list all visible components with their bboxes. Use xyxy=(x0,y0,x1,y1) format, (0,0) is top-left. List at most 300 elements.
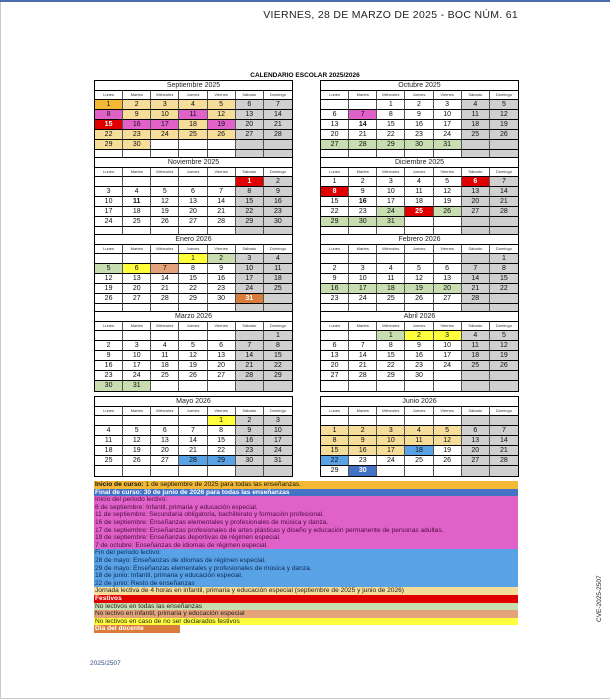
empty-cell xyxy=(123,254,151,264)
day-cell: 28 xyxy=(208,217,236,227)
legend-text: No lectivo en infantil, primaria y educación especial xyxy=(95,610,245,618)
day-cell: 24 xyxy=(434,130,462,140)
day-cell: 23 xyxy=(349,456,377,466)
day-cell: 23 xyxy=(264,207,292,217)
weekday-header: Jueves xyxy=(405,91,433,100)
empty-cell xyxy=(123,466,151,476)
day-cell: 26 xyxy=(490,361,518,371)
month-calendar xyxy=(94,80,293,161)
day-cell: 11 xyxy=(123,197,151,207)
weekday-header: Miércoles xyxy=(377,407,405,416)
legend-text: 7 de octubre: Enseñanzas de idiomas de régimen especial. xyxy=(95,541,269,549)
weekday-header: Domingo xyxy=(490,322,518,331)
weekday-header: Domingo xyxy=(264,322,292,331)
month-title: Junio 2026 xyxy=(321,397,518,407)
day-cell: 8 xyxy=(236,187,264,197)
day-cell: 9 xyxy=(236,426,264,436)
day-cell: 26 xyxy=(179,371,207,381)
day-cell: 10 xyxy=(377,187,405,197)
day-cell: 25 xyxy=(123,217,151,227)
legend-row-fin-lectivo xyxy=(94,557,518,565)
weekday-header: Sábado xyxy=(236,245,264,254)
day-cell: 23 xyxy=(95,371,123,381)
day-cell: 29 xyxy=(208,456,236,466)
day-cell: 7 xyxy=(349,110,377,120)
empty-cell xyxy=(462,140,490,150)
day-cell: 22 xyxy=(377,130,405,140)
day-cell: 22 xyxy=(179,284,207,294)
legend xyxy=(94,481,518,633)
day-cell: 3 xyxy=(434,331,462,341)
day-cell: 20 xyxy=(151,446,179,456)
empty-cell xyxy=(236,331,264,341)
day-cell: 2 xyxy=(208,254,236,264)
day-cell: 9 xyxy=(349,187,377,197)
month-calendar xyxy=(320,311,519,392)
empty-cell xyxy=(490,140,518,150)
day-cell: 27 xyxy=(236,130,264,140)
day-cell: 17 xyxy=(434,351,462,361)
day-cell: 27 xyxy=(123,294,151,304)
day-cell: 28 xyxy=(349,371,377,381)
page-header: VIERNES, 28 DE MARZO DE 2025 - BOC NÚM. 61 xyxy=(263,9,518,21)
legend-text: No lectivos en caso de no ser declarados festivos xyxy=(95,617,240,625)
weekday-header: Viernes xyxy=(208,91,236,100)
day-cell: 6 xyxy=(321,341,349,351)
empty-cell xyxy=(490,381,518,391)
day-cell: 25 xyxy=(377,294,405,304)
weekday-header: Lunes xyxy=(95,91,123,100)
day-cell: 24 xyxy=(236,284,264,294)
day-cell: 6 xyxy=(462,426,490,436)
day-cell: 21 xyxy=(349,130,377,140)
month-title: Abril 2026 xyxy=(321,312,518,322)
weekday-header: Viernes xyxy=(434,245,462,254)
day-cell: 26 xyxy=(490,130,518,140)
empty-cell xyxy=(349,254,377,264)
legend-row-fin-lectivo xyxy=(94,549,518,557)
day-cell: 7 xyxy=(208,187,236,197)
day-cell: 10 xyxy=(434,341,462,351)
day-cell: 4 xyxy=(405,177,433,187)
weekday-header: Martes xyxy=(349,407,377,416)
day-cell: 18 xyxy=(264,274,292,284)
day-cell: 16 xyxy=(236,436,264,446)
day-cell: 16 xyxy=(95,361,123,371)
day-cell: 11 xyxy=(151,351,179,361)
empty-cell xyxy=(462,466,490,476)
day-cell: 10 xyxy=(434,110,462,120)
weekday-header: Martes xyxy=(123,407,151,416)
day-cell: 22 xyxy=(208,446,236,456)
day-cell: 28 xyxy=(264,130,292,140)
day-cell: 1 xyxy=(321,426,349,436)
day-cell: 5 xyxy=(123,426,151,436)
day-cell: 13 xyxy=(462,436,490,446)
day-cell: 6 xyxy=(123,264,151,274)
day-cell: 4 xyxy=(95,426,123,436)
legend-row-inicio-lectivo xyxy=(94,534,518,542)
day-cell: 12 xyxy=(434,436,462,446)
day-cell: 27 xyxy=(462,207,490,217)
legend-text: No lectivos en todas las enseñanzas xyxy=(95,602,203,610)
day-cell: 14 xyxy=(490,187,518,197)
day-cell: 23 xyxy=(123,130,151,140)
empty-cell xyxy=(405,381,433,391)
day-cell: 25 xyxy=(264,284,292,294)
day-cell: 8 xyxy=(490,264,518,274)
day-cell: 17 xyxy=(349,284,377,294)
day-cell: 26 xyxy=(405,294,433,304)
legend-text: 29 de mayo: Enseñanzas elementales y profesionales de música y danza. xyxy=(95,564,312,572)
day-cell: 4 xyxy=(123,187,151,197)
empty-cell xyxy=(264,466,292,476)
day-cell: 11 xyxy=(179,110,207,120)
empty-cell xyxy=(462,416,490,426)
day-cell: 12 xyxy=(434,187,462,197)
month-calendar xyxy=(320,396,519,477)
day-cell: 27 xyxy=(321,371,349,381)
weekday-header: Martes xyxy=(349,245,377,254)
day-cell: 20 xyxy=(462,197,490,207)
day-cell: 21 xyxy=(349,361,377,371)
month-calendar xyxy=(320,80,519,161)
day-cell: 14 xyxy=(236,351,264,361)
day-cell: 31 xyxy=(377,217,405,227)
legend-row-no-lectivo-todas xyxy=(94,603,518,611)
day-cell: 5 xyxy=(208,100,236,110)
empty-cell xyxy=(95,416,123,426)
month-title: Octubre 2025 xyxy=(321,81,518,91)
day-cell: 5 xyxy=(179,341,207,351)
day-cell: 20 xyxy=(434,284,462,294)
day-cell: 7 xyxy=(490,426,518,436)
day-cell: 14 xyxy=(349,120,377,130)
legend-row-inicio-lectivo xyxy=(94,542,518,550)
weekday-header: Jueves xyxy=(405,245,433,254)
legend-text: Fin del periodo lectivo: xyxy=(95,549,161,557)
month-calendar xyxy=(94,157,293,238)
day-cell: 7 xyxy=(462,264,490,274)
day-cell: 22 xyxy=(95,130,123,140)
weekday-header: Viernes xyxy=(208,168,236,177)
day-cell: 29 xyxy=(236,217,264,227)
day-cell: 30 xyxy=(349,466,377,476)
weekday-header: Sábado xyxy=(462,322,490,331)
empty-cell xyxy=(377,381,405,391)
day-cell: 28 xyxy=(490,207,518,217)
day-cell: 24 xyxy=(151,130,179,140)
empty-cell xyxy=(434,254,462,264)
weekday-header: Martes xyxy=(349,168,377,177)
day-cell: 13 xyxy=(208,351,236,361)
day-cell: 5 xyxy=(434,426,462,436)
day-cell: 9 xyxy=(123,110,151,120)
weekday-header: Lunes xyxy=(95,322,123,331)
day-cell: 9 xyxy=(349,436,377,446)
day-cell: 5 xyxy=(151,187,179,197)
day-cell: 2 xyxy=(264,177,292,187)
day-cell: 9 xyxy=(405,341,433,351)
weekday-header: Martes xyxy=(123,168,151,177)
day-cell: 16 xyxy=(349,197,377,207)
empty-cell xyxy=(151,254,179,264)
day-cell: 7 xyxy=(179,426,207,436)
day-cell: 8 xyxy=(179,264,207,274)
day-cell: 20 xyxy=(123,284,151,294)
empty-cell xyxy=(151,140,179,150)
day-cell: 1 xyxy=(377,100,405,110)
weekday-header: Viernes xyxy=(434,407,462,416)
day-cell: 22 xyxy=(377,361,405,371)
day-cell: 22 xyxy=(264,361,292,371)
empty-cell xyxy=(151,466,179,476)
day-cell: 17 xyxy=(151,120,179,130)
day-cell: 20 xyxy=(236,120,264,130)
empty-cell xyxy=(151,381,179,391)
empty-cell xyxy=(123,416,151,426)
day-cell: 24 xyxy=(95,217,123,227)
day-cell: 20 xyxy=(321,361,349,371)
empty-cell xyxy=(377,416,405,426)
day-cell: 29 xyxy=(264,371,292,381)
day-cell: 10 xyxy=(151,110,179,120)
day-cell: 19 xyxy=(179,361,207,371)
weekday-header: Martes xyxy=(349,91,377,100)
day-cell: 26 xyxy=(151,217,179,227)
day-cell: 21 xyxy=(236,361,264,371)
day-cell: 6 xyxy=(321,110,349,120)
weekday-header: Domingo xyxy=(490,168,518,177)
weekday-header: Domingo xyxy=(264,407,292,416)
legend-text: 17 de septiembre: Enseñanzas profesionales de artes plásticas y diseño y educación permanente de personas adultas. xyxy=(95,526,444,534)
legend-row-fin-lectivo xyxy=(94,565,518,573)
day-cell: 9 xyxy=(95,351,123,361)
day-cell: 2 xyxy=(321,264,349,274)
day-cell: 8 xyxy=(208,426,236,436)
day-cell: 24 xyxy=(264,446,292,456)
empty-cell xyxy=(434,217,462,227)
day-cell: 22 xyxy=(490,284,518,294)
legend-label: Final de curso: xyxy=(95,488,142,496)
legend-text: 16 de septiembre: Enseñanzas elementales y profesionales de música y danza. xyxy=(95,518,329,526)
weekday-header: Jueves xyxy=(405,407,433,416)
empty-cell xyxy=(321,331,349,341)
weekday-header: Miércoles xyxy=(377,322,405,331)
legend-row-jornada-4h xyxy=(94,587,518,595)
month-title: Noviembre 2025 xyxy=(95,158,292,168)
day-cell: 31 xyxy=(123,381,151,391)
day-cell: 29 xyxy=(95,140,123,150)
day-cell: 23 xyxy=(405,130,433,140)
weekday-header: Miércoles xyxy=(377,245,405,254)
empty-cell xyxy=(208,331,236,341)
day-cell: 16 xyxy=(405,120,433,130)
empty-cell xyxy=(264,294,292,304)
day-cell: 12 xyxy=(123,436,151,446)
month-title: Febrero 2026 xyxy=(321,235,518,245)
weekday-header: Miércoles xyxy=(151,91,179,100)
day-cell: 14 xyxy=(264,110,292,120)
day-cell: 16 xyxy=(405,351,433,361)
day-cell: 5 xyxy=(405,264,433,274)
day-cell: 9 xyxy=(208,264,236,274)
empty-cell xyxy=(179,466,207,476)
day-cell: 13 xyxy=(434,274,462,284)
weekday-header: Viernes xyxy=(434,322,462,331)
day-cell: 19 xyxy=(434,446,462,456)
day-cell: 4 xyxy=(179,100,207,110)
day-cell: 17 xyxy=(95,207,123,217)
empty-cell xyxy=(434,466,462,476)
day-cell: 31 xyxy=(264,456,292,466)
legend-row-no-lectivo-no-festivo xyxy=(94,618,518,626)
day-cell: 12 xyxy=(490,341,518,351)
day-cell: 8 xyxy=(377,341,405,351)
weekday-header: Viernes xyxy=(208,245,236,254)
day-cell: 1 xyxy=(179,254,207,264)
day-cell: 19 xyxy=(208,120,236,130)
empty-cell xyxy=(434,416,462,426)
day-cell: 2 xyxy=(236,416,264,426)
month-title: Septiembre 2025 xyxy=(95,81,292,91)
day-cell: 19 xyxy=(434,197,462,207)
day-cell: 1 xyxy=(490,254,518,264)
day-cell: 3 xyxy=(377,426,405,436)
legend-row-inicio-lectivo xyxy=(94,504,518,512)
day-cell: 16 xyxy=(264,197,292,207)
day-cell: 18 xyxy=(462,120,490,130)
day-cell: 11 xyxy=(462,110,490,120)
legend-text: 30 de junio de 2026 para todas las enseñanzas xyxy=(141,488,290,496)
day-cell: 1 xyxy=(377,331,405,341)
empty-cell xyxy=(236,381,264,391)
empty-cell xyxy=(236,466,264,476)
day-cell: 4 xyxy=(462,331,490,341)
empty-cell xyxy=(405,466,433,476)
day-cell: 3 xyxy=(349,264,377,274)
day-cell: 21 xyxy=(490,446,518,456)
day-cell: 14 xyxy=(179,436,207,446)
legend-text: 18 de junio: Infantil, primaria y educación especial. xyxy=(95,572,243,580)
day-cell: 1 xyxy=(321,177,349,187)
day-cell: 16 xyxy=(349,446,377,456)
empty-cell xyxy=(490,371,518,381)
day-cell: 22 xyxy=(236,207,264,217)
weekday-header: Lunes xyxy=(321,91,349,100)
legend-text: 8 de septiembre: Infantil, primaria y educación especial. xyxy=(95,503,258,511)
day-cell: 11 xyxy=(405,187,433,197)
month-title: Mayo 2026 xyxy=(95,397,292,407)
day-cell: 25 xyxy=(462,130,490,140)
day-cell: 4 xyxy=(405,426,433,436)
month-title: Diciembre 2025 xyxy=(321,158,518,168)
day-cell: 28 xyxy=(490,456,518,466)
legend-row-inicio-curso xyxy=(94,481,518,489)
empty-cell xyxy=(95,466,123,476)
empty-cell xyxy=(377,466,405,476)
day-cell: 11 xyxy=(377,274,405,284)
empty-cell xyxy=(95,331,123,341)
weekday-header: Lunes xyxy=(321,322,349,331)
cve-code: CVE-2025-2507 xyxy=(596,575,603,622)
weekday-header: Domingo xyxy=(264,245,292,254)
day-cell: 28 xyxy=(179,456,207,466)
weekday-header: Jueves xyxy=(405,168,433,177)
weekday-header: Jueves xyxy=(179,91,207,100)
day-cell: 22 xyxy=(321,456,349,466)
legend-text: 1 de septiembre de 2025 para todas las enseñanzas. xyxy=(143,481,301,488)
day-cell: 12 xyxy=(490,110,518,120)
day-cell: 2 xyxy=(95,341,123,351)
day-cell: 23 xyxy=(236,446,264,456)
day-cell: 6 xyxy=(236,100,264,110)
legend-text: 11 de septiembre: Secundaria obligatoria, bachillerato y formación profesional. xyxy=(95,511,324,519)
bottom-border xyxy=(0,698,610,699)
day-cell: 25 xyxy=(95,456,123,466)
empty-cell xyxy=(321,381,349,391)
day-cell: 15 xyxy=(179,274,207,284)
day-cell: 5 xyxy=(490,100,518,110)
day-cell: 21 xyxy=(462,284,490,294)
day-cell: 23 xyxy=(405,361,433,371)
weekday-header: Miércoles xyxy=(377,91,405,100)
day-cell: 25 xyxy=(462,361,490,371)
empty-cell xyxy=(434,371,462,381)
day-cell: 15 xyxy=(236,197,264,207)
empty-cell xyxy=(95,254,123,264)
day-cell: 8 xyxy=(321,187,349,197)
day-cell: 29 xyxy=(321,217,349,227)
day-cell: 16 xyxy=(208,274,236,284)
empty-cell xyxy=(179,140,207,150)
day-cell: 21 xyxy=(490,197,518,207)
day-cell: 6 xyxy=(434,264,462,274)
weekday-header: Jueves xyxy=(179,407,207,416)
day-cell: 18 xyxy=(95,446,123,456)
weekday-header: Lunes xyxy=(321,168,349,177)
day-cell: 16 xyxy=(123,120,151,130)
day-cell: 8 xyxy=(264,341,292,351)
day-cell: 10 xyxy=(123,351,151,361)
weekday-header: Viernes xyxy=(434,168,462,177)
weekday-header: Domingo xyxy=(490,245,518,254)
weekday-header: Lunes xyxy=(321,245,349,254)
day-cell: 21 xyxy=(264,120,292,130)
day-cell: 25 xyxy=(151,371,179,381)
day-cell: 19 xyxy=(490,120,518,130)
day-cell: 1 xyxy=(208,416,236,426)
weekday-header: Sábado xyxy=(236,322,264,331)
empty-cell xyxy=(321,100,349,110)
month-calendar xyxy=(94,234,293,315)
day-cell: 21 xyxy=(179,446,207,456)
day-cell: 29 xyxy=(377,140,405,150)
day-cell: 28 xyxy=(349,140,377,150)
day-cell: 2 xyxy=(405,100,433,110)
legend-text: 22 de junio: Resto de enseñanzas xyxy=(95,579,195,587)
day-cell: 27 xyxy=(462,456,490,466)
legend-row-fin-lectivo xyxy=(94,572,518,580)
day-cell: 10 xyxy=(264,426,292,436)
day-cell: 25 xyxy=(405,207,433,217)
day-cell: 25 xyxy=(405,456,433,466)
empty-cell xyxy=(462,254,490,264)
day-cell: 29 xyxy=(179,294,207,304)
day-cell: 19 xyxy=(123,446,151,456)
day-cell: 19 xyxy=(151,207,179,217)
day-cell: 13 xyxy=(321,351,349,361)
